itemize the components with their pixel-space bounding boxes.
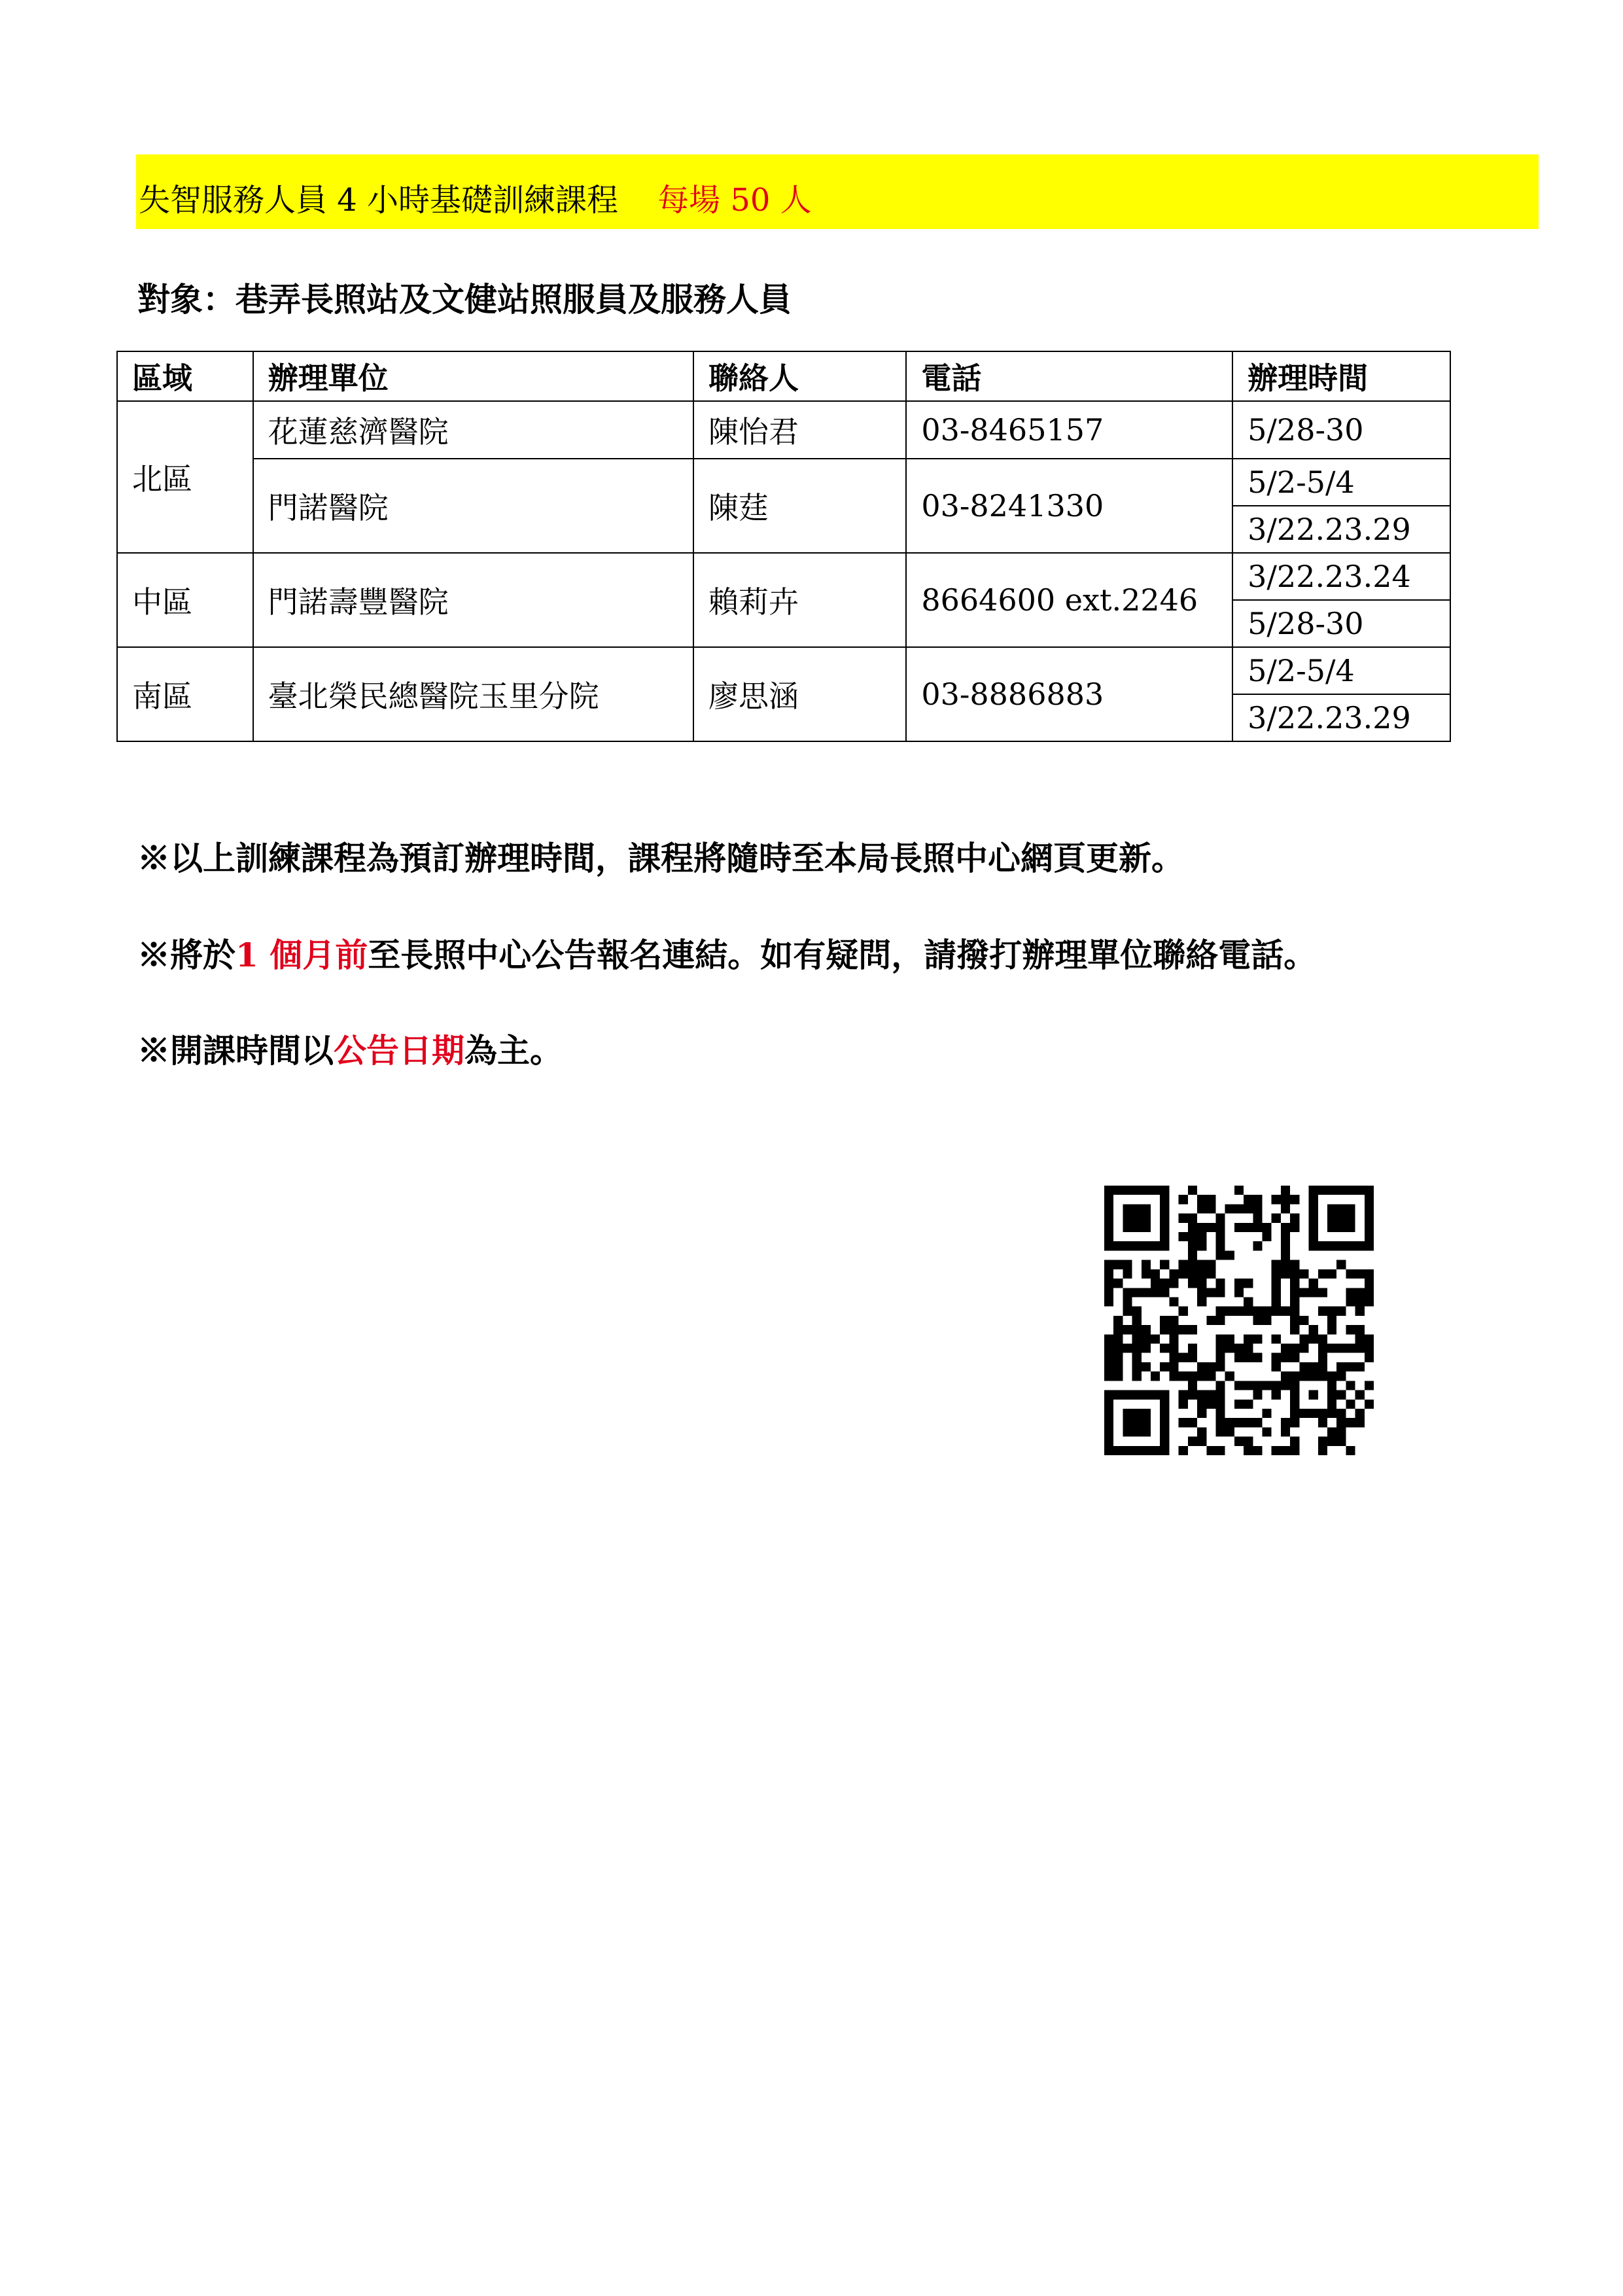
header-contact: 聯絡人: [693, 351, 906, 401]
phone-cell: 03-8465157: [906, 401, 1232, 459]
region-cell: 中區: [117, 553, 253, 647]
note3-highlight: 公告日期: [334, 1031, 464, 1070]
note3-suffix: 為主。: [464, 1031, 563, 1070]
contact-cell: 廖思涵: [693, 647, 906, 741]
header-region: 區域: [117, 351, 253, 401]
date-cell: 3/22.23.24: [1232, 553, 1450, 600]
note-schedule-update: ※以上訓練課程為預訂辦理時間，課程將隨時至本局長照中心網頁更新。: [137, 839, 1184, 877]
table-row: [117, 647, 1450, 694]
page-title: [139, 182, 812, 219]
note-registration: [137, 936, 1316, 975]
phone-cell: 03-8241330: [906, 459, 1232, 553]
table-row: [117, 401, 1450, 459]
date-cell: 3/22.23.29: [1232, 694, 1450, 741]
table-header-row: [117, 351, 1450, 401]
note2-prefix: ※將於: [137, 936, 236, 974]
title-capacity: 每場 50 人: [657, 182, 812, 219]
table-row: [117, 459, 1450, 506]
title-main: 失智服務人員 4 小時基礎訓練課程: [139, 182, 619, 219]
contact-cell: 賴莉卉: [693, 553, 906, 647]
region-cell: 北區: [117, 401, 253, 553]
phone-cell: 03-8886883: [906, 647, 1232, 741]
unit-cell: 花蓮慈濟醫院: [253, 401, 693, 459]
header-unit: 辦理單位: [253, 351, 693, 401]
contact-cell: 陳怡君: [693, 401, 906, 459]
note2-suffix: 至長照中心公告報名連結。如有疑問，請撥打辦理單位聯絡電話。: [368, 936, 1317, 974]
table-row: [117, 553, 1450, 600]
note2-highlight: 1 個月前: [236, 936, 368, 974]
header-phone: 電話: [906, 351, 1232, 401]
header-dates: 辦理時間: [1232, 351, 1450, 401]
date-cell: 5/2-5/4: [1232, 647, 1450, 694]
contact-cell: 陳莛: [693, 459, 906, 553]
unit-cell: 門諾壽豐醫院: [253, 553, 693, 647]
schedule-table: [116, 351, 1451, 742]
region-cell: 南區: [117, 647, 253, 741]
phone-cell: 8664600 ext.2246: [906, 553, 1232, 647]
date-cell: 3/22.23.29: [1232, 506, 1450, 553]
unit-cell: 臺北榮民總醫院玉里分院: [253, 647, 693, 741]
note3-prefix: ※開課時間以: [137, 1031, 334, 1070]
date-cell: 5/2-5/4: [1232, 459, 1450, 506]
unit-cell: 門諾醫院: [253, 459, 693, 553]
date-cell: 5/28-30: [1232, 600, 1450, 647]
qr-code-icon[interactable]: [1104, 1186, 1374, 1455]
target-audience: 對象：巷弄長照站及文健站照服員及服務人員: [137, 280, 792, 319]
date-cell: 5/28-30: [1232, 401, 1450, 459]
note-course-date: [137, 1031, 563, 1070]
